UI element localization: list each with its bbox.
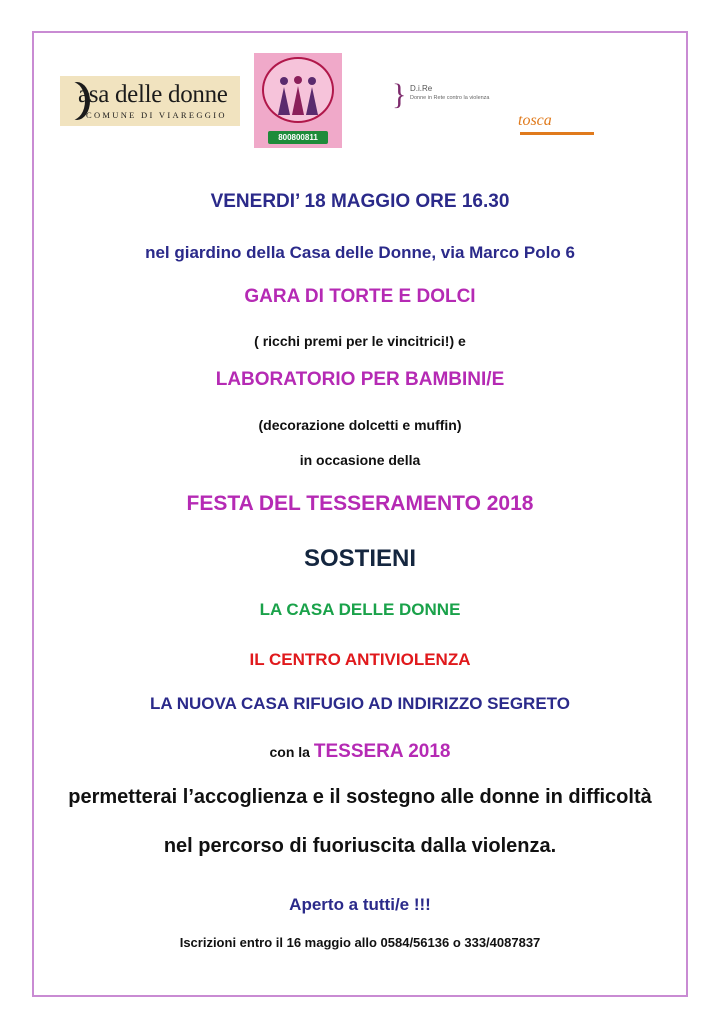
festa-title: FESTA DEL TESSERAMENTO 2018	[186, 492, 534, 515]
dire-logo	[392, 78, 512, 118]
open-to-all: Aperto a tutti/e !!!	[289, 895, 431, 914]
centro-antiviolenza-logo	[254, 53, 342, 148]
tessera-label: TESSERA 2018	[313, 741, 451, 762]
support-heading: SOSTIENI	[303, 545, 417, 572]
women-figures-icon	[274, 75, 322, 115]
closing-line-1: permetterai l’accoglienza e il sostegno alle donne in difficoltà	[68, 786, 652, 808]
casa-delle-donne-logo	[60, 76, 240, 126]
event1-note: ( ricchi premi per le vincitrici!) e	[254, 333, 466, 349]
tosca-underline	[520, 132, 594, 135]
event2-title: LABORATORIO PER BAMBINI/E	[215, 369, 505, 390]
registration-info: Iscrizioni entro il 16 maggio allo 0584/56136 o 333/4087837	[179, 935, 541, 950]
dire-mark-icon: }	[392, 78, 407, 111]
casa-logo-subtitle: COMUNE DI VIAREGGIO	[86, 110, 227, 120]
event-location: nel giardino della Casa delle Donne, via Marco Polo 6	[145, 243, 575, 262]
event2-note: (decorazione dolcetti e muffin)	[258, 417, 462, 433]
support-item-casa: LA CASA DELLE DONNE	[259, 600, 461, 619]
support-item-centro: IL CENTRO ANTIVIOLENZA	[249, 650, 471, 669]
tosca-logo	[518, 112, 598, 140]
tessera-prefix: con la	[269, 744, 314, 760]
casa-logo-text: asa delle donne	[78, 81, 228, 108]
tessera-line	[34, 741, 686, 763]
dire-tagline: Donne in Rete contro la violenza	[410, 95, 490, 101]
event-date-time: VENERDI’ 18 MAGGIO ORE 16.30	[210, 191, 510, 212]
closing-line-2: nel percorso di fuoriuscita dalla violenza.	[163, 835, 557, 857]
occasion-intro: in occasione della	[299, 452, 421, 468]
tosca-logo-text: tosca	[518, 112, 552, 129]
support-item-rifugio: LA NUOVA CASA RIFUGIO AD INDIRIZZO SEGRETO	[150, 694, 570, 713]
hotline-number: 800800811	[268, 131, 328, 144]
dire-name: D.i.Re	[410, 84, 433, 93]
event1-title: GARA DI TORTE E DOLCI	[244, 286, 476, 307]
